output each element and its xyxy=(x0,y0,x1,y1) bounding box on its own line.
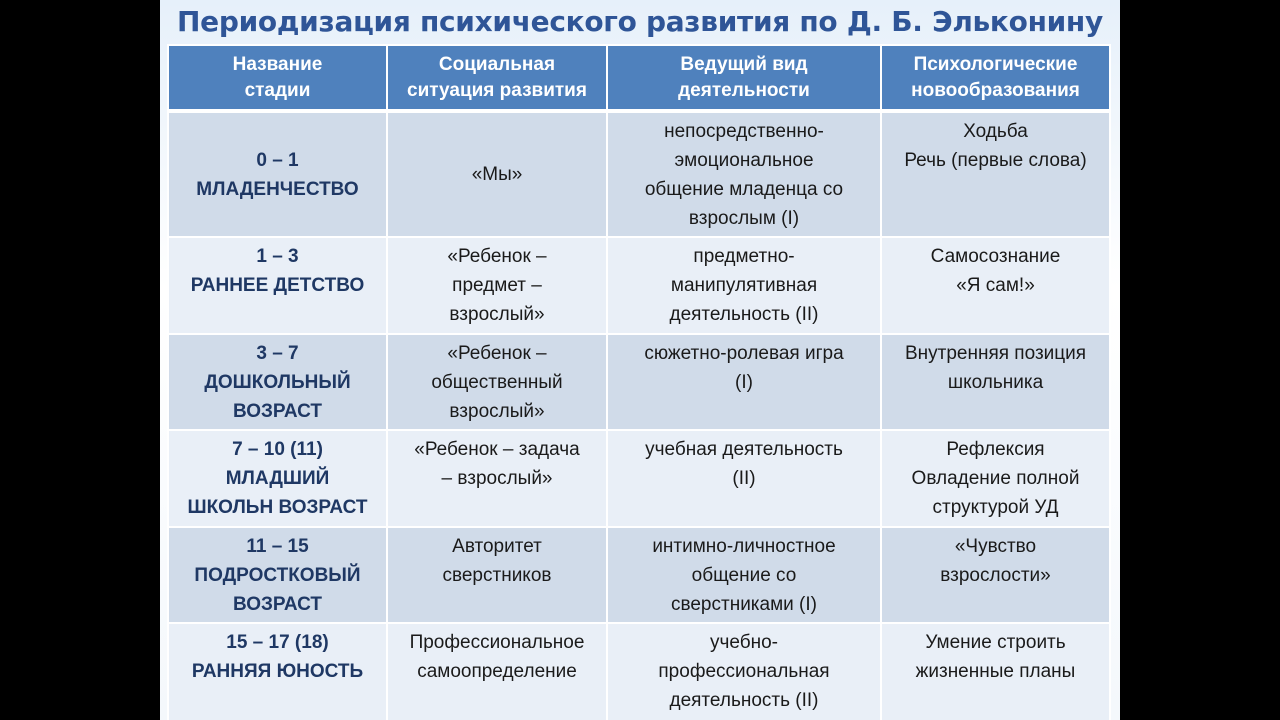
leading-activity-cell: непосредственно- эмоциональное общение младенца со взрослым (I) xyxy=(607,111,881,237)
neoformations-cell: «Чувство взрослости» xyxy=(881,527,1110,623)
social-situation-cell: «Ребенок – задача – взрослый» xyxy=(387,430,607,527)
stage-cell: 3 – 7 ДОШКОЛЬНЫЙ ВОЗРАСТ xyxy=(168,334,387,430)
header-neoformations: Психологические новообразования xyxy=(881,45,1110,111)
periodization-table xyxy=(167,44,1111,720)
leading-activity-cell: сюжетно-ролевая игра (I) xyxy=(607,334,881,430)
stage-cell: 1 – 3 РАННЕЕ ДЕТСТВО xyxy=(168,237,387,334)
leading-activity-cell: предметно- манипулятивная деятельность (II) xyxy=(607,237,881,334)
header-row xyxy=(168,45,1110,111)
social-situation-cell: Профессиональное самоопределение xyxy=(387,623,607,720)
header-leading-activity: Ведущий вид деятельности xyxy=(607,45,881,111)
stage-cell: 0 – 1 МЛАДЕНЧЕСТВО xyxy=(168,111,387,237)
social-situation-cell: Авторитет сверстников xyxy=(387,527,607,623)
neoformations-cell: Ходьба Речь (первые слова) xyxy=(881,111,1110,237)
table-row xyxy=(168,334,1110,430)
stage-cell: 11 – 15 ПОДРОСТКОВЫЙ ВОЗРАСТ xyxy=(168,527,387,623)
leading-activity-cell: учебная деятельность (II) xyxy=(607,430,881,527)
table-row xyxy=(168,237,1110,334)
header-social-situation: Социальная ситуация развития xyxy=(387,45,607,111)
neoformations-cell: Умение строить жизненные планы xyxy=(881,623,1110,720)
header-stage: Название стадии xyxy=(168,45,387,111)
social-situation-cell: «Ребенок – общественный взрослый» xyxy=(387,334,607,430)
slide-title: Периодизация психического развития по Д. Б. Эльконину xyxy=(177,5,1103,38)
neoformations-cell: Внутренняя позиция школьника xyxy=(881,334,1110,430)
social-situation-cell: «Ребенок – предмет – взрослый» xyxy=(387,237,607,334)
stage-cell: 7 – 10 (11) МЛАДШИЙ ШКОЛЬН ВОЗРАСТ xyxy=(168,430,387,527)
stage-cell: 15 – 17 (18) РАННЯЯ ЮНОСТЬ xyxy=(168,623,387,720)
neoformations-cell: Рефлексия Овладение полной структурой УД xyxy=(881,430,1110,527)
slide xyxy=(160,0,1120,720)
table-row xyxy=(168,430,1110,527)
table-row xyxy=(168,111,1110,237)
leading-activity-cell: интимно-личностное общение со сверстниками (I) xyxy=(607,527,881,623)
social-situation-cell: «Мы» xyxy=(387,111,607,237)
leading-activity-cell: учебно- профессиональная деятельность (II) xyxy=(607,623,881,720)
table-row xyxy=(168,623,1110,720)
table-row xyxy=(168,527,1110,623)
neoformations-cell: Самосознание «Я сам!» xyxy=(881,237,1110,334)
